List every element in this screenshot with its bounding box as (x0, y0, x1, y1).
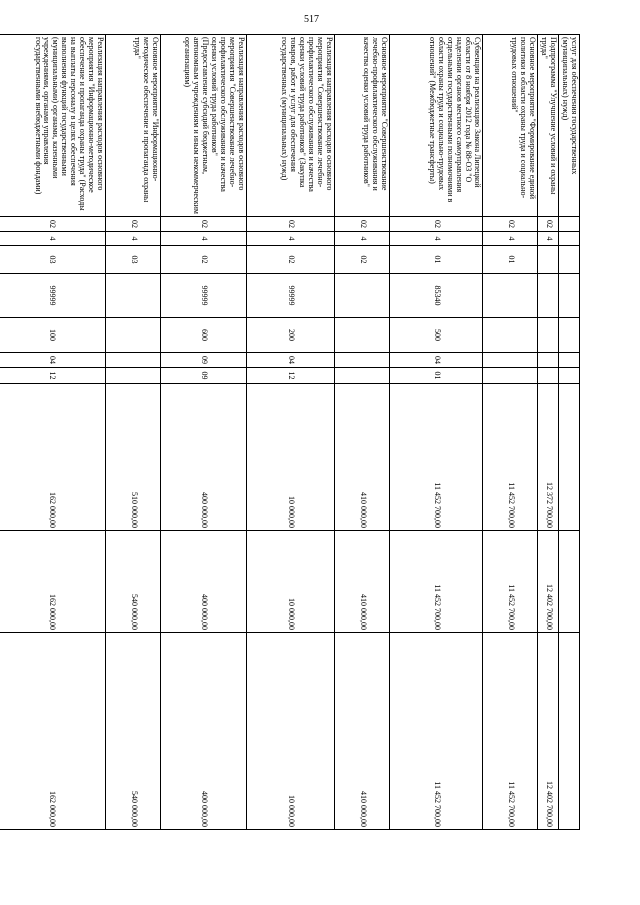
amount-cell: 12 402 700,00 (538, 633, 559, 830)
rotated-budget-table (33, 34, 580, 829)
table-row (247, 35, 335, 830)
amount-cell (559, 633, 580, 830)
amount-cell: 12 402 700,00 (538, 531, 559, 633)
amount-cell: 10 000,00 (247, 633, 335, 830)
code-cell: 02 (538, 217, 559, 232)
code-cell (559, 232, 580, 246)
code-cell: 4 (538, 232, 559, 246)
code-cell (483, 368, 538, 384)
code-cell (106, 353, 161, 368)
code-cell: 4 (106, 232, 161, 246)
code-cell: 99999 (247, 274, 335, 318)
code-cell (538, 353, 559, 368)
code-cell (335, 318, 390, 353)
code-cell: 02 (247, 246, 335, 274)
code-cell (483, 353, 538, 368)
code-cell: 600 (161, 318, 247, 353)
code-cell: 02 (390, 217, 483, 232)
budget-table (0, 34, 580, 830)
code-cell: 02 (483, 217, 538, 232)
code-cell (538, 246, 559, 274)
amount-cell (559, 384, 580, 531)
table-row (0, 35, 106, 830)
table-row (106, 35, 161, 830)
code-cell: 09 (161, 353, 247, 368)
table-row (390, 35, 483, 830)
code-cell (483, 274, 538, 318)
code-cell: 01 (390, 368, 483, 384)
amount-cell: 400 000,00 (161, 633, 247, 830)
code-cell: 09 (161, 368, 247, 384)
table-row (483, 35, 538, 830)
code-cell: 4 (0, 232, 106, 246)
code-cell (538, 274, 559, 318)
code-cell: 4 (390, 232, 483, 246)
code-cell: 4 (483, 232, 538, 246)
row-description: Основное мероприятие "Совершенствование лечебно-профилактического обслуживания и качества оценки условий труда работников" (335, 35, 390, 217)
code-cell: 12 (0, 368, 106, 384)
code-cell (559, 318, 580, 353)
code-cell (559, 368, 580, 384)
code-cell: 99999 (161, 274, 247, 318)
amount-cell: 162 000,00 (0, 384, 106, 531)
code-cell: 04 (247, 353, 335, 368)
code-cell (335, 274, 390, 318)
code-cell (559, 353, 580, 368)
amount-cell: 162 000,00 (0, 633, 106, 830)
row-description: Субвенции на реализацию Закона Липецкой области от 8 ноября 2012 года № 88-ОЗ "О наделении органов местного самоуправления отдельными государственными полномочиями в области охраны труда и социально-трудовых отношений" (Межбюджетные трансферты) (390, 35, 483, 217)
amount-cell: 12 372 700,00 (538, 384, 559, 531)
row-description: услуг для обеспечения государственных (муниципальных) нужд) (559, 35, 580, 217)
code-cell: 4 (335, 232, 390, 246)
amount-cell: 11 452 700,00 (483, 633, 538, 830)
code-cell: 99999 (0, 274, 106, 318)
table-row (538, 35, 559, 830)
code-cell: 02 (161, 217, 247, 232)
code-cell: 01 (483, 246, 538, 274)
code-cell: 03 (0, 246, 106, 274)
code-cell (559, 274, 580, 318)
row-description: Основное мероприятие "Формирование единой политики в области охраны труда и социально-трудовых отношений" (483, 35, 538, 217)
code-cell: 02 (106, 217, 161, 232)
amount-cell: 11 452 700,00 (483, 384, 538, 531)
code-cell: 85340 (390, 274, 483, 318)
code-cell: 100 (0, 318, 106, 353)
code-cell (538, 368, 559, 384)
amount-cell: 400 000,00 (161, 384, 247, 531)
code-cell: 02 (247, 217, 335, 232)
code-cell: 500 (390, 318, 483, 353)
code-cell (335, 353, 390, 368)
code-cell: 02 (335, 217, 390, 232)
code-cell: 04 (390, 353, 483, 368)
code-cell (538, 318, 559, 353)
code-cell (335, 368, 390, 384)
code-cell: 01 (390, 246, 483, 274)
table-body (0, 35, 580, 830)
amount-cell: 11 452 700,00 (390, 633, 483, 830)
amount-cell: 11 452 700,00 (483, 531, 538, 633)
code-cell: 02 (161, 246, 247, 274)
page-number: 517 (304, 14, 319, 25)
amount-cell: 11 452 700,00 (390, 384, 483, 531)
amount-cell: 162 000,00 (0, 531, 106, 633)
code-cell: 12 (247, 368, 335, 384)
code-cell (106, 318, 161, 353)
amount-cell: 540 000,00 (106, 633, 161, 830)
code-cell (483, 318, 538, 353)
amount-cell (559, 531, 580, 633)
code-cell: 04 (0, 353, 106, 368)
amount-cell: 11 452 700,00 (390, 531, 483, 633)
amount-cell: 540 000,00 (106, 531, 161, 633)
row-description: Подпрограмма "Улучшение условий и охраны труда" (538, 35, 559, 217)
row-description: Реализация направления расходов основного мероприятия "Совершенствование лечебно-профилактического обслуживания и качества оценки условий труда работников" (Предоставление субсидий бюджетным, автономным учреждениям и иным некоммерческим организациям) (161, 35, 247, 217)
code-cell: 4 (247, 232, 335, 246)
row-description: Основное мероприятие "Информационно-методическое обеспечение и пропаганда охраны труда" (106, 35, 161, 217)
code-cell: 02 (0, 217, 106, 232)
amount-cell: 410 000,00 (335, 531, 390, 633)
amount-cell: 410 000,00 (335, 633, 390, 830)
code-cell: 4 (161, 232, 247, 246)
table-row (559, 35, 580, 830)
amount-cell: 400 000,00 (161, 531, 247, 633)
amount-cell: 510 000,00 (106, 384, 161, 531)
code-cell: 03 (106, 246, 161, 274)
table-row (161, 35, 247, 830)
row-description: Реализация направления расходов основного мероприятия "Совершенствование лечебно-профилактического обслуживания и качества оценки условий труда работников" (Закупка товаров, работ и услуг для обеспечения государственных (муниципальных) нужд) (247, 35, 335, 217)
code-cell: 02 (335, 246, 390, 274)
code-cell (559, 246, 580, 274)
table-row (335, 35, 390, 830)
code-cell (106, 274, 161, 318)
amount-cell: 10 000,00 (247, 531, 335, 633)
amount-cell: 10 000,00 (247, 384, 335, 531)
code-cell: 200 (247, 318, 335, 353)
code-cell (106, 368, 161, 384)
code-cell (559, 217, 580, 232)
row-description: Реализация направления расходов основного мероприятия "Информационно-методическое обеспечение и пропаганда охраны труда" (Расходы на выплаты персоналу в целях обеспечения выполнения функций государственными (муниципальными) органами, казенными учреждениями, органами управления государственными внебюджетными фондами) (0, 35, 106, 217)
amount-cell: 410 000,00 (335, 384, 390, 531)
